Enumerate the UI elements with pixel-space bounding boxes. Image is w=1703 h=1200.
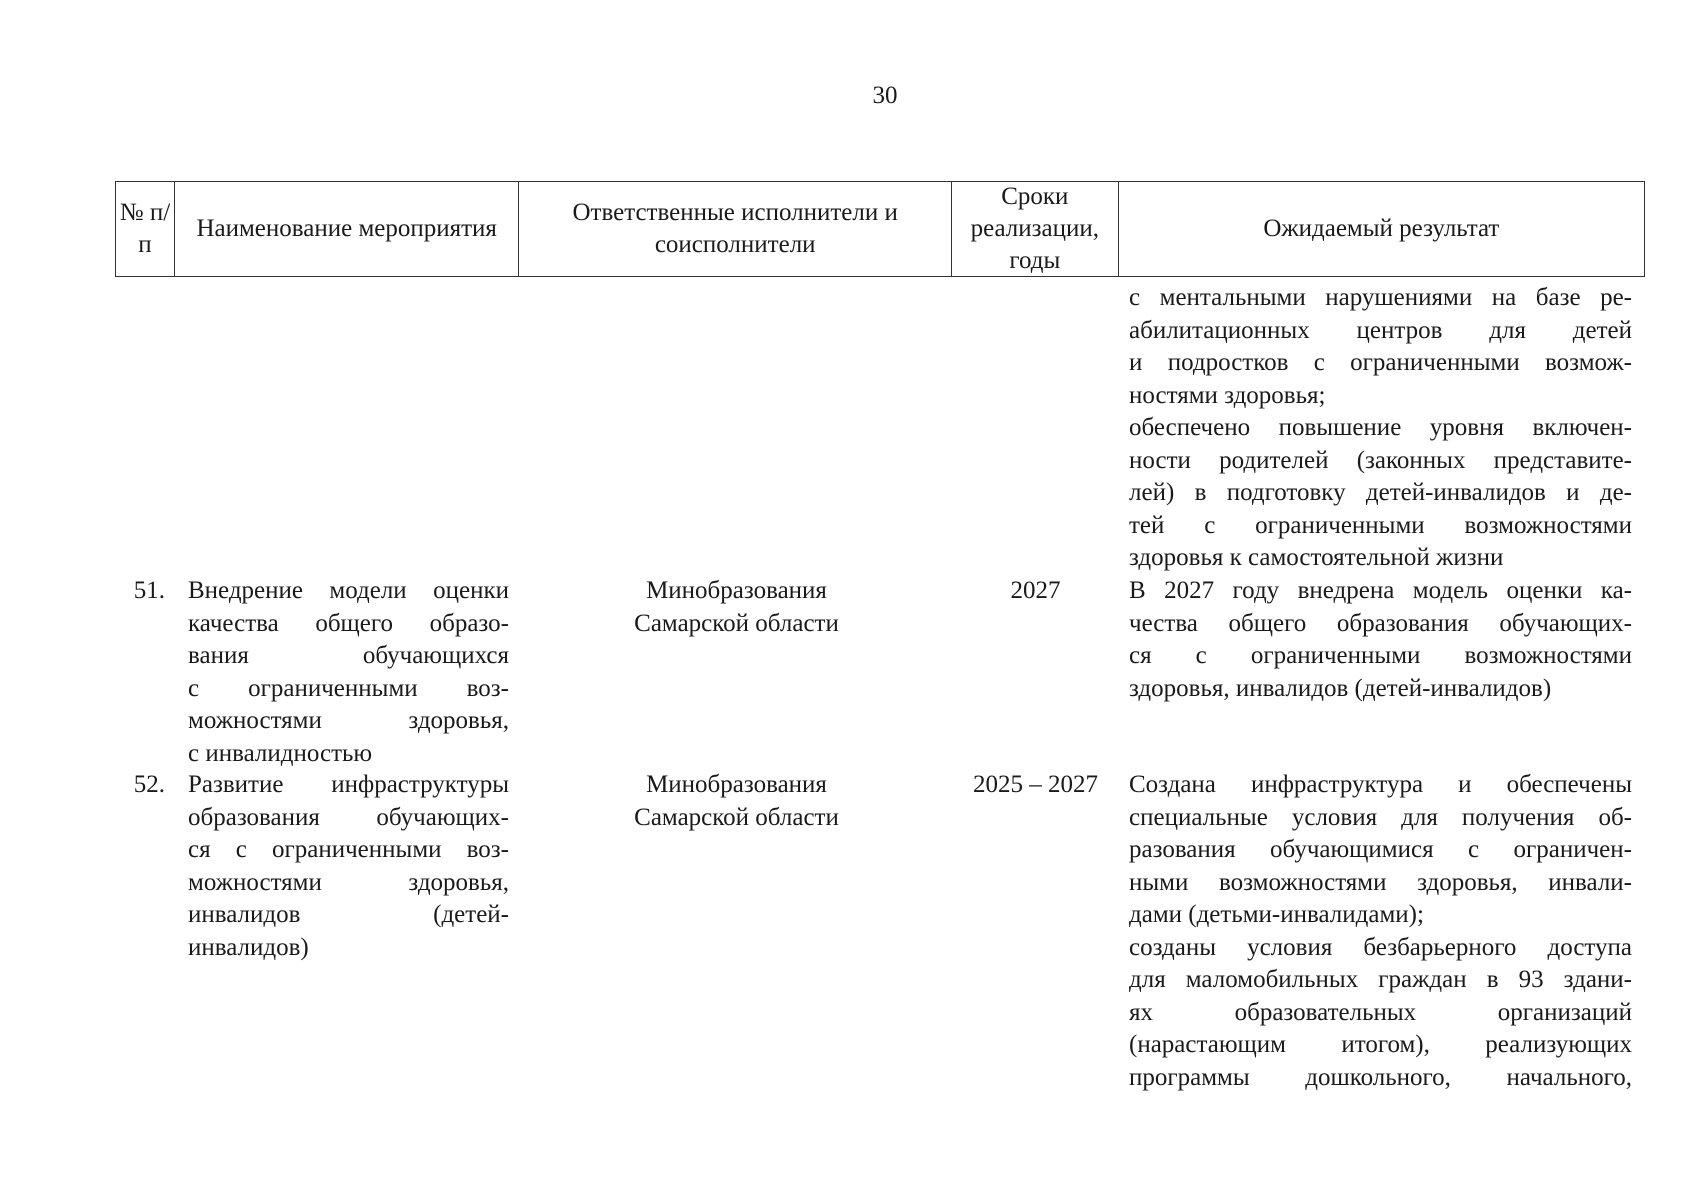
name-line: образования обучающих- [188, 803, 509, 831]
result-line: обеспечено повышение уровня включен- [1129, 414, 1632, 441]
row-number: 52. [133, 771, 165, 798]
name-line: вания обучающихся [188, 642, 509, 669]
result-line: ности родителей (законных представите- [1129, 446, 1632, 474]
row-name [188, 575, 509, 770]
row-executors [520, 769, 953, 834]
header-col-terms: Сроки реализации, годы [952, 182, 1119, 276]
row-years: 2027 [1010, 577, 1061, 604]
continuation-result [1129, 282, 1632, 575]
result-line: дами (детьми-инвалидами); [1129, 901, 1424, 928]
result-line: созданы условия безбарьерного доступа [1129, 933, 1632, 961]
table-header [115, 181, 1645, 277]
row-result [1129, 769, 1632, 1094]
name-line: можностями здоровья, [188, 707, 509, 734]
page-number: 30 [872, 82, 898, 109]
result-line: чества общего образования обучающих- [1129, 609, 1632, 637]
result-line: разования обучающимися с ограничен- [1129, 836, 1632, 863]
row-name [188, 769, 509, 964]
row-result [1129, 575, 1632, 705]
result-line: специальные условия для получения об- [1129, 803, 1632, 831]
result-line: и подростков с ограниченными возмож- [1129, 349, 1632, 376]
result-line: с ментальными нарушениями на базе ре- [1129, 284, 1632, 311]
header-col-result: Ожидаемый результат [1263, 215, 1500, 242]
executor-line: Минобразования [646, 771, 827, 798]
name-line: качества общего образо- [188, 609, 509, 637]
result-line: абилитационных центров для детей [1129, 316, 1632, 344]
header-col-executors: Ответственные исполнители и соисполнители [519, 182, 951, 276]
result-line: ях образовательных организаций [1129, 998, 1632, 1026]
executor-line: Самарской области [634, 609, 839, 637]
header-col-number: № п/п [116, 182, 175, 276]
result-line: В 2027 году внедрена модель оценки ка- [1129, 577, 1632, 604]
result-line: программы дошкольного, начального, [1129, 1063, 1632, 1091]
executor-line: Минобразования [646, 577, 827, 604]
result-line: для маломобильных граждан в 93 здани- [1129, 966, 1632, 993]
result-line: тей с ограниченными возможностями [1129, 511, 1632, 539]
header-col-name: Наименование мероприятия [175, 182, 520, 276]
row-number: 51. [133, 577, 165, 604]
result-line: ностями здоровья; [1129, 381, 1326, 409]
result-line: здоровья, инвалидов (детей-инвалидов) [1129, 674, 1552, 702]
name-line: инвалидов) [188, 933, 309, 961]
name-line: Развитие инфраструктуры [188, 771, 509, 798]
name-line: с инвалидностью [188, 739, 373, 767]
result-line: ными возможностями здоровья, инвали- [1129, 868, 1632, 896]
name-line: можностями здоровья, [188, 868, 509, 896]
result-line: ся с ограниченными возможностями [1129, 642, 1632, 669]
name-line: Внедрение модели оценки [188, 577, 509, 604]
result-line: здоровья к самостоятельной жизни [1129, 544, 1504, 571]
row-years: 2025 – 2027 [973, 771, 1098, 798]
result-line: (нарастающим итогом), реализующих [1129, 1031, 1632, 1058]
name-line: инвалидов (детей- [188, 901, 509, 928]
result-line: лей) в подготовку детей-инвалидов и де- [1129, 479, 1632, 506]
result-line: Создана инфраструктура и обеспечены [1129, 771, 1632, 798]
name-line: с ограниченными воз- [188, 674, 509, 702]
row-executors [520, 575, 953, 640]
name-line: ся с ограниченными воз- [188, 836, 509, 863]
executor-line: Самарской области [634, 803, 839, 831]
